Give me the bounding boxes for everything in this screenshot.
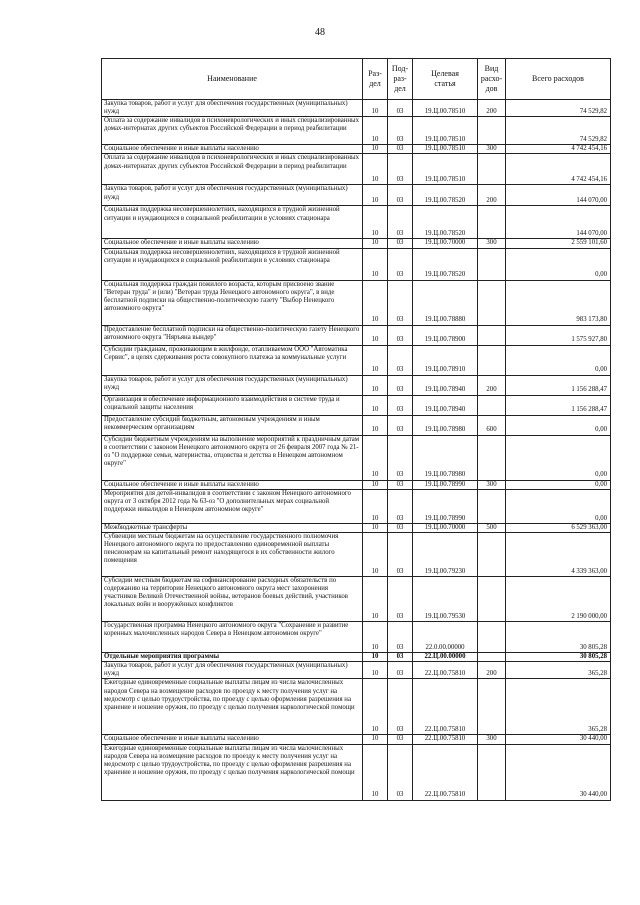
row-subsection: 03	[388, 435, 413, 480]
row-subsection: 03	[388, 375, 413, 395]
row-expense-type	[478, 489, 506, 523]
table-row	[102, 576, 611, 621]
row-name: Предоставление субсидий бюджетным, автономным учреждениям и иным некоммерческим организациям	[102, 415, 363, 435]
table-row	[102, 435, 611, 480]
row-section: 10	[363, 576, 388, 621]
row-target-article: 19.Ц.00.78520	[413, 206, 478, 239]
row-total: 144 070,00	[506, 185, 611, 206]
row-target-article: 22.Ц.00.00000	[413, 652, 478, 661]
row-expense-type	[478, 325, 506, 345]
row-subsection: 03	[388, 239, 413, 248]
row-total: 6 529 363,00	[506, 523, 611, 532]
row-expense-type	[478, 532, 506, 576]
row-target-article: 19.Ц.00.78880	[413, 280, 478, 325]
row-expense-type	[478, 280, 506, 325]
header-expense-type	[478, 59, 506, 100]
row-total: 983 173,80	[506, 280, 611, 325]
row-name: Социальная поддержка граждан пожилого возраста, которым присвоено звание "Ветеран труда" и (или) "Ветеран труда Ненецкого автономного округа", в виде бесплатной подписки на общественно-политическую газету "Выбор Ненецкого автономного округа"	[102, 280, 363, 325]
row-name: Предоставление бесплатной подписки на общественно-политическую газету Ненецкого автономного округа "Няръяна вындер"	[102, 325, 363, 345]
row-subsection: 03	[388, 415, 413, 435]
row-subsection: 03	[388, 345, 413, 375]
table-row	[102, 185, 611, 206]
row-expense-type	[478, 345, 506, 375]
row-total: 2 190 000,00	[506, 576, 611, 621]
row-expense-type: 200	[478, 185, 506, 206]
row-name: Государственная программа Ненецкого автономного округа "Сохранение и развитие коренных малочисленных народов Севера в Ненецком автономном округе"	[102, 621, 363, 652]
row-name: Межбюджетные трансферты	[102, 523, 363, 532]
row-target-article: 19.Ц.00.78510	[413, 145, 478, 154]
table-row	[102, 679, 611, 735]
row-target-article: 19.Ц.00.78990	[413, 489, 478, 523]
row-section: 10	[363, 735, 388, 744]
row-section: 10	[363, 395, 388, 415]
row-total: 1 575 927,80	[506, 325, 611, 345]
row-section: 10	[363, 652, 388, 661]
row-target-article: 19.Ц.00.78990	[413, 480, 478, 489]
row-subsection: 03	[388, 280, 413, 325]
row-name: Социальное обеспечение и иные выплаты населению	[102, 145, 363, 154]
budget-table	[101, 58, 611, 801]
header-total	[506, 59, 611, 100]
table-row	[102, 532, 611, 576]
row-section: 10	[363, 744, 388, 800]
table-row	[102, 248, 611, 280]
header-name-label: Наименование	[207, 74, 257, 83]
row-expense-type: 300	[478, 145, 506, 154]
row-expense-type: 300	[478, 239, 506, 248]
row-total: 4 742 454,16	[506, 154, 611, 185]
row-section: 10	[363, 239, 388, 248]
row-subsection: 03	[388, 117, 413, 145]
row-name: Субвенции местным бюджетам на осуществление государственного полномочия Ненецкого автономного округа по предоставлению единовременной выплаты пенсионерам на капитальный ремонт находящегося в их собственности жилого помещения	[102, 532, 363, 576]
row-expense-type: 600	[478, 415, 506, 435]
row-subsection: 03	[388, 489, 413, 523]
row-section: 10	[363, 345, 388, 375]
row-section: 10	[363, 145, 388, 154]
row-target-article: 19.Ц.00.78900	[413, 325, 478, 345]
row-total: 0,00	[506, 480, 611, 489]
table-row	[102, 489, 611, 523]
row-section: 10	[363, 480, 388, 489]
row-total: 30 440,00	[506, 735, 611, 744]
row-total: 30 805,28	[506, 621, 611, 652]
row-expense-type	[478, 395, 506, 415]
row-section: 10	[363, 100, 388, 117]
row-expense-type: 300	[478, 735, 506, 744]
row-name: Социальная поддержка несовершеннолетних, находящихся в трудной жизненной ситуации и нуждающихся в социальной реабилитации в условиях стационара	[102, 248, 363, 280]
row-section: 10	[363, 154, 388, 185]
table-row	[102, 345, 611, 375]
row-subsection: 03	[388, 652, 413, 661]
table-row	[102, 239, 611, 248]
row-name: Социальная поддержка несовершеннолетних, находящихся в трудной жизненной ситуации и нуждающихся в социальной реабилитации в условиях стационара	[102, 206, 363, 239]
row-expense-type: 300	[478, 480, 506, 489]
row-section: 10	[363, 621, 388, 652]
row-expense-type	[478, 679, 506, 735]
header-subsection-label: Под- раз- дел	[391, 64, 409, 93]
row-name: Организация и обеспечение информационного взаимодействия в системе труда и социальной защиты населения	[102, 395, 363, 415]
table-row	[102, 744, 611, 800]
header-name	[102, 59, 363, 100]
row-subsection: 03	[388, 145, 413, 154]
row-subsection: 03	[388, 679, 413, 735]
row-name: Ежегодные единовременные социальные выплаты лицам из числа малочисленных народов Севера на возмещение расходов по проезду к месту получения услуг на медосмотр с целью трудоустройства, по проезду с целью оформления разрешения на хранение и ношение оружия, по проезду с целью получения наркологической помощи	[102, 679, 363, 735]
row-expense-type	[478, 435, 506, 480]
row-subsection: 03	[388, 100, 413, 117]
row-total: 74 529,82	[506, 117, 611, 145]
row-subsection: 03	[388, 621, 413, 652]
row-name: Закупка товаров, работ и услуг для обеспечения государственных (муниципальных) нужд	[102, 375, 363, 395]
row-section: 10	[363, 375, 388, 395]
table-row	[102, 480, 611, 489]
row-subsection: 03	[388, 735, 413, 744]
table-row	[102, 621, 611, 652]
row-expense-type	[478, 248, 506, 280]
row-target-article: 19.Ц.00.78940	[413, 375, 478, 395]
row-total: 144 070,00	[506, 206, 611, 239]
row-total: 30 805,28	[506, 652, 611, 661]
row-total: 0,00	[506, 345, 611, 375]
row-expense-type: 200	[478, 375, 506, 395]
row-section: 10	[363, 280, 388, 325]
row-subsection: 03	[388, 325, 413, 345]
row-subsection: 03	[388, 576, 413, 621]
page-number: 48	[315, 27, 325, 38]
row-total: 1 156 288,47	[506, 375, 611, 395]
row-section: 10	[363, 415, 388, 435]
row-expense-type: 200	[478, 100, 506, 117]
header-total-label: Всего расходов	[532, 74, 584, 83]
row-target-article: 19.Ц.00.78940	[413, 395, 478, 415]
row-name: Закупка товаров, работ и услуг для обеспечения государственных (муниципальных) нужд	[102, 185, 363, 206]
row-target-article: 19.Ц.00.78510	[413, 154, 478, 185]
row-section: 10	[363, 248, 388, 280]
row-subsection: 03	[388, 248, 413, 280]
table-row	[102, 395, 611, 415]
table-row	[102, 415, 611, 435]
row-target-article: 19.Ц.00.78520	[413, 185, 478, 206]
row-target-article: 19.Ц.00.79530	[413, 576, 478, 621]
row-total: 0,00	[506, 435, 611, 480]
row-expense-type	[478, 652, 506, 661]
row-section: 10	[363, 206, 388, 239]
row-target-article: 19.Ц.00.78520	[413, 248, 478, 280]
row-target-article: 19.Ц.00.70000	[413, 239, 478, 248]
row-name: Субсидии бюджетным учреждениям на выполнение мероприятий к праздничным датам в соответствии с законом Ненецкого автономного округа от 26 февраля 2007 года № 21-оз "О поддержке семьи, материнства, отцовства и детства в Ненецком автономном округе"	[102, 435, 363, 480]
row-target-article: 19.Ц.00.78980	[413, 435, 478, 480]
table-row	[102, 523, 611, 532]
row-total: 30 440,00	[506, 744, 611, 800]
row-subsection: 03	[388, 480, 413, 489]
row-total: 4 742 454,16	[506, 145, 611, 154]
table-header-row	[102, 59, 611, 100]
row-name: Закупка товаров, работ и услуг для обеспечения государственных (муниципальных) нужд	[102, 662, 363, 679]
row-target-article: 22.Ц.00.75810	[413, 679, 478, 735]
row-subsection: 03	[388, 154, 413, 185]
row-subsection: 03	[388, 206, 413, 239]
row-name: Оплата за содержание инвалидов в психоневрологических и иных специализированных домах-интернатах других субъектов Российской Федерации в период реабилитации	[102, 117, 363, 145]
row-total: 1 156 288,47	[506, 395, 611, 415]
table-row	[102, 662, 611, 679]
row-section: 10	[363, 523, 388, 532]
table-row	[102, 154, 611, 185]
row-total: 365,28	[506, 662, 611, 679]
row-total: 2 559 101,60	[506, 239, 611, 248]
row-total: 0,00	[506, 248, 611, 280]
row-subsection: 03	[388, 532, 413, 576]
table-row	[102, 735, 611, 744]
row-section: 10	[363, 489, 388, 523]
row-subsection: 03	[388, 395, 413, 415]
row-name: Социальное обеспечение и иные выплаты населению	[102, 480, 363, 489]
header-target-article	[413, 59, 478, 100]
row-section: 10	[363, 117, 388, 145]
row-target-article: 19.Ц.00.78510	[413, 117, 478, 145]
row-subsection: 03	[388, 744, 413, 800]
row-total: 74 529,82	[506, 100, 611, 117]
row-expense-type: 500	[478, 523, 506, 532]
row-section: 10	[363, 325, 388, 345]
row-section: 10	[363, 185, 388, 206]
row-total: 365,28	[506, 679, 611, 735]
row-subsection: 03	[388, 185, 413, 206]
row-name: Субсидии гражданам, проживающим в жилфонде, отапливаемом ООО "Автоматика Сервис", в целях сдерживания роста совокупного платежа за коммунальные услуги	[102, 345, 363, 375]
table-row	[102, 145, 611, 154]
row-subsection: 03	[388, 662, 413, 679]
table-row	[102, 117, 611, 145]
row-name: Отдельные мероприятия программы	[102, 652, 363, 661]
row-target-article: 19.Ц.00.79230	[413, 532, 478, 576]
row-section: 10	[363, 679, 388, 735]
row-section: 10	[363, 532, 388, 576]
row-section: 10	[363, 662, 388, 679]
row-name: Ежегодные единовременные социальные выплаты лицам из числа малочисленных народов Севера на возмещение расходов по проезду к месту получения услуг на медосмотр с целью трудоустройства, по проезду с целью оформления разрешения на хранение и ношение оружия, по проезду с целью получения наркологической помощи	[102, 744, 363, 800]
table-row	[102, 280, 611, 325]
table-row	[102, 206, 611, 239]
row-name: Мероприятия для детей-инвалидов в соответствии с законом Ненецкого автономного округа от 3 октября 2012 года № 63-оз "О дополнительных мерах социальной поддержки инвалидов в Ненецком автономном округе"	[102, 489, 363, 523]
row-expense-type	[478, 744, 506, 800]
header-target-label: Целевая статья	[431, 69, 459, 88]
row-expense-type	[478, 154, 506, 185]
row-expense-type	[478, 576, 506, 621]
row-target-article: 19.Ц.00.78980	[413, 415, 478, 435]
row-name: Социальное обеспечение и иные выплаты населению	[102, 239, 363, 248]
row-name: Закупка товаров, работ и услуг для обеспечения государственных (муниципальных) нужд	[102, 100, 363, 117]
row-name: Субсидии местным бюджетам на софинансирование расходных обязательств по содержанию на территории Ненецкого автономного округа мест захоронения участников Великой Отечественной войны, ветеранов боевых действий, участников локальных войн и вооружённых конфликтов	[102, 576, 363, 621]
header-section-label: Раз- дел	[368, 69, 382, 88]
table-row	[102, 652, 611, 661]
table-row	[102, 325, 611, 345]
row-target-article: 22.Ц.00.75810	[413, 744, 478, 800]
row-name: Оплата за содержание инвалидов в психоневрологических и иных специализированных домах-интернатах других субъектов Российской Федерации в период реабилитации	[102, 154, 363, 185]
row-expense-type	[478, 621, 506, 652]
row-target-article: 19.Ц.00.78510	[413, 100, 478, 117]
row-target-article: 22.Ц.00.75810	[413, 662, 478, 679]
row-target-article: 19.Ц.00.78910	[413, 345, 478, 375]
header-expense-type-label: Вид расхо- дов	[480, 64, 503, 93]
row-total: 0,00	[506, 489, 611, 523]
row-total: 0,00	[506, 415, 611, 435]
row-name: Социальное обеспечение и иные выплаты населению	[102, 735, 363, 744]
row-total: 4 339 363,00	[506, 532, 611, 576]
row-expense-type: 200	[478, 662, 506, 679]
row-section: 10	[363, 435, 388, 480]
table-row	[102, 375, 611, 395]
row-target-article: 22.Ц.00.75810	[413, 735, 478, 744]
row-subsection: 03	[388, 523, 413, 532]
row-expense-type	[478, 117, 506, 145]
row-target-article: 22.0.00.00000	[413, 621, 478, 652]
header-section	[363, 59, 388, 100]
header-subsection	[388, 59, 413, 100]
row-target-article: 19.Ц.00.70000	[413, 523, 478, 532]
table-row	[102, 100, 611, 117]
row-expense-type	[478, 206, 506, 239]
